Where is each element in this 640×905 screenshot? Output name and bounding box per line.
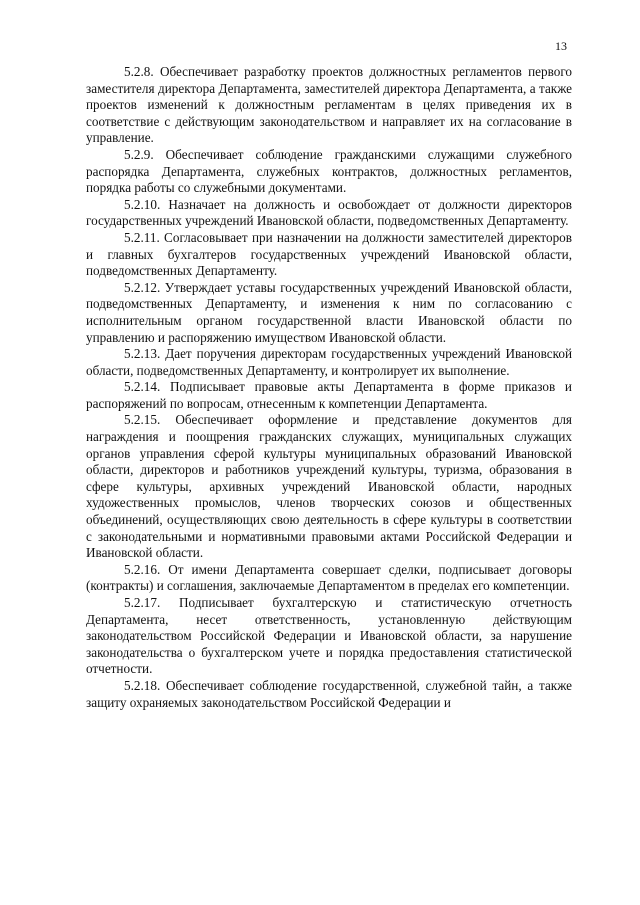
paragraph-5-2-12: 5.2.12. Утверждает уставы государственных учреждений Ивановской области, подведомственных Департаменту, и изменения к ним по согласованию с исполнительным органом государственной власти Ивановской области по управлению и распоряжению имуществом Ивановской области. [86,279,572,345]
paragraph-5-2-8: 5.2.8. Обеспечивает разработку проектов должностных регламентов первого заместителя директора Департамента, заместителей директора Департамента, а также проектов изменений к должностным регламентам в целях приведения их в соответствие с действующим законодательством и направляет их на согласование в управление. [86,64,572,146]
paragraph-5-2-14: 5.2.14. Подписывает правовые акты Департамента в форме приказов и распоряжений по вопросам, отнесенным к компетенции Департамента. [86,379,572,411]
paragraph-5-2-18: 5.2.18. Обеспечивает соблюдение государственной, служебной тайн, а также защиту охраняемых законодательством Российской Федерации и [86,677,572,710]
paragraph-5-2-9: 5.2.9. Обеспечивает соблюдение гражданскими служащими служебного распорядка Департамента, служебных контрактов, должностных регламентов, порядка работы со служебными документами. [86,146,572,196]
paragraph-5-2-16: 5.2.16. От имени Департамента совершает сделки, подписывает договоры (контракты) и соглашения, заключаемые Департаментом в пределах его компетенции. [86,561,572,594]
paragraph-5-2-17: 5.2.17. Подписывает бухгалтерскую и статистическую отчетность Департамента, несет ответственность, установленную действующим законодательством Российской Федерации и Ивановской области, за нарушение законодательства о бухгалтерском учете и порядка предоставления статистической отчетности. [86,595,572,677]
paragraph-5-2-11: 5.2.11. Согласовывает при назначении на должности заместителей директоров и главных бухгалтеров государственных учреждений Ивановской области, подведомственных Департаменту. [86,229,572,279]
page-number: 13 [555,39,567,53]
document-body [86,64,572,711]
paragraph-5-2-13: 5.2.13. Дает поручения директорам государственных учреждений Ивановской области, подведомственных Департаменту, и контролирует их выполнение. [86,346,572,378]
paragraph-5-2-15: 5.2.15. Обеспечивает оформление и представление документов для награждения и поощрения гражданских служащих, муниципальных служащих органов управления сферой культуры муниципальных образований Ивановской области, директоров и работников учреждений культуры, туризма, образования в сфере культуры, архивных учреждений Ивановской области, народных художественных промыслов, членов творческих союзов и общественных объединений, осуществляющих свою деятельность в сфере культуры в соответствии с законодательными и нормативными правовыми актами Российской Федерации и Ивановской области. [86,412,572,561]
paragraph-5-2-10: 5.2.10. Назначает на должность и освобождает от должности директоров государственных учреждений Ивановской области, подведомственных Департаменту. [86,196,572,229]
